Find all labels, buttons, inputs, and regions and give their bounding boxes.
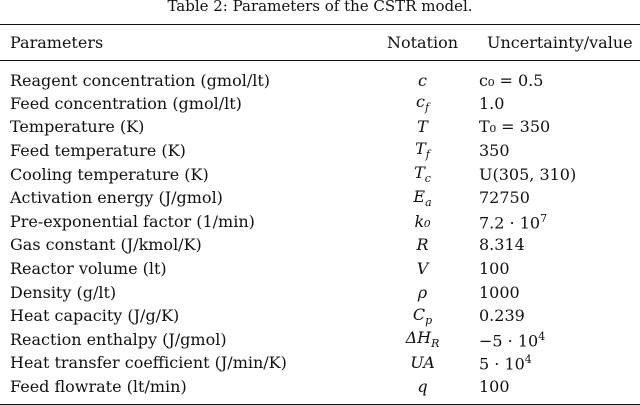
parameter-notation: q bbox=[417, 376, 428, 396]
table-row bbox=[0, 328, 640, 352]
parameter-notation: ρ bbox=[417, 282, 428, 302]
parameter-name: Cooling temperature (K) bbox=[10, 164, 209, 184]
parameter-value: 100 bbox=[479, 376, 510, 396]
table-row bbox=[0, 61, 640, 93]
parameter-name: Reaction enthalpy (J/gmol) bbox=[10, 329, 227, 349]
table-row bbox=[0, 139, 640, 163]
parameter-value: 350 bbox=[479, 140, 510, 160]
parameter-name: Feed concentration (gmol/lt) bbox=[10, 93, 242, 113]
parameter-name: Heat transfer coefficient (J/min/K) bbox=[10, 353, 287, 373]
parameter-notation: c bbox=[418, 70, 427, 90]
parameter-notation: $E_a$ bbox=[413, 186, 432, 209]
parameter-name: Reagent concentration (gmol/lt) bbox=[10, 70, 270, 90]
table-row bbox=[0, 375, 640, 404]
table-row bbox=[0, 186, 640, 210]
parameter-name: Pre-exponential factor (1/min) bbox=[10, 211, 255, 231]
header-row bbox=[0, 25, 640, 61]
parameter-notation: $T_f$ bbox=[415, 139, 430, 162]
parameter-value: 100 bbox=[479, 258, 510, 278]
header-value: Uncertainty/value bbox=[487, 33, 633, 52]
table-row bbox=[0, 352, 640, 376]
parameter-name: Feed temperature (K) bbox=[10, 140, 186, 160]
parameter-value: U(305, 310) bbox=[479, 164, 577, 184]
parameter-name: Reactor volume (lt) bbox=[10, 258, 167, 278]
parameter-name: Density (g/lt) bbox=[10, 282, 117, 302]
table-row bbox=[0, 116, 640, 140]
parameter-notation: V bbox=[416, 258, 429, 278]
table-row bbox=[0, 92, 640, 116]
parameter-name: Activation energy (J/gmol) bbox=[10, 188, 223, 208]
parameter-value: 1000 bbox=[479, 282, 520, 302]
parameter-notation: R bbox=[416, 235, 429, 255]
parameter-value: 72750 bbox=[479, 188, 530, 208]
parameters-table bbox=[0, 24, 640, 405]
parameter-value: T₀ = 350 bbox=[479, 117, 551, 137]
parameter-value: $-5 \cdot 10^4$ bbox=[479, 329, 546, 350]
table-row bbox=[0, 257, 640, 281]
parameter-notation: $T_c$ bbox=[414, 162, 431, 186]
table-caption: Table 2: Parameters of the CSTR model. bbox=[167, 0, 473, 15]
parameter-notation: k₀ bbox=[414, 211, 431, 231]
parameter-value: 0.239 bbox=[479, 306, 525, 326]
parameter-notation: $c_f$ bbox=[415, 92, 430, 115]
header-notation: Notation bbox=[386, 33, 459, 52]
parameter-notation: T bbox=[417, 117, 428, 137]
parameter-name: Gas constant (J/kmol/K) bbox=[10, 235, 202, 255]
parameter-notation: UA bbox=[410, 353, 435, 373]
parameter-name: Heat capacity (J/g/K) bbox=[10, 306, 180, 326]
parameter-value: $5 \cdot 10^4$ bbox=[479, 353, 532, 374]
table-row bbox=[0, 163, 640, 187]
parameter-value: 8.314 bbox=[479, 235, 525, 255]
parameter-name: Temperature (K) bbox=[10, 117, 145, 137]
table-row bbox=[0, 304, 640, 328]
table-row bbox=[0, 234, 640, 258]
parameter-value: 1.0 bbox=[479, 93, 505, 113]
parameter-notation: $C_p$ bbox=[412, 304, 433, 327]
table-row bbox=[0, 210, 640, 234]
table-row bbox=[0, 281, 640, 305]
table-body bbox=[0, 61, 640, 405]
parameter-value: $7.2 \cdot 10^7$ bbox=[479, 211, 548, 232]
parameter-name: Feed flowrate (lt/min) bbox=[10, 376, 187, 396]
parameter-notation: $\Delta H_R$ bbox=[405, 328, 440, 351]
header-parameters: Parameters bbox=[10, 33, 104, 52]
parameter-value: c₀ = 0.5 bbox=[479, 70, 544, 90]
